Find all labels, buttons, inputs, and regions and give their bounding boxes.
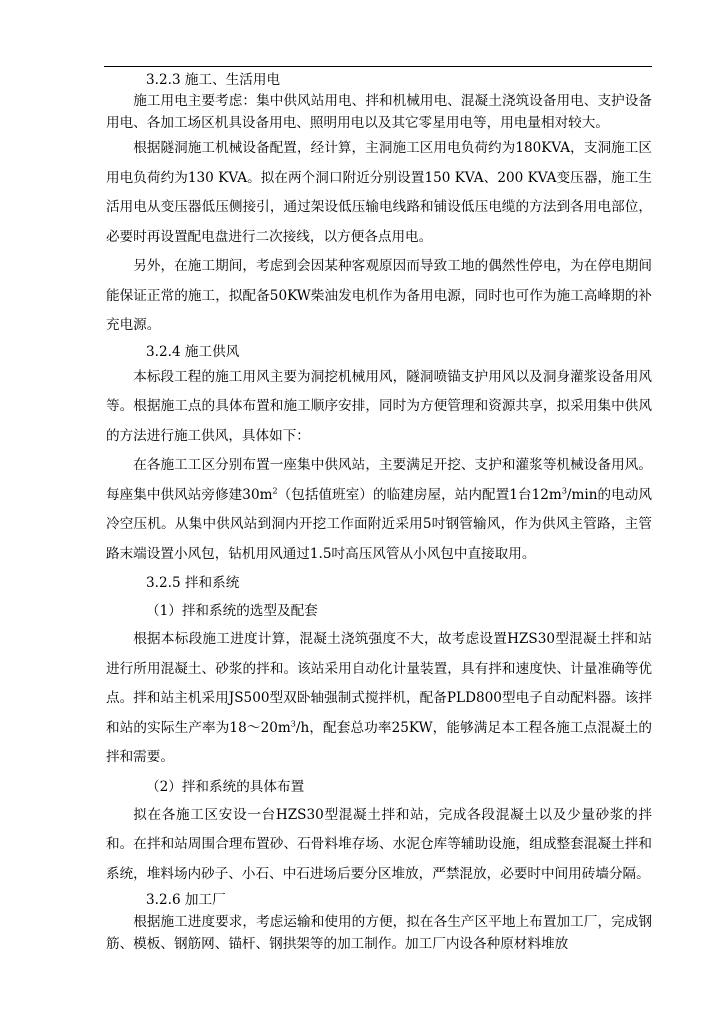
text-run: 在各施工工区分别布置一座集中供风站，主要满足开挖、支护和灌浆等机械设备用风。每座集中供风站旁修建30m bbox=[106, 457, 652, 503]
paragraph: 根据施工进度要求，考虑运输和使用的方便，拟在各生产区平地上布置加工厂，完成钢筋、模板、钢筋网、锚杆、钢拱架等的加工制作。加工厂内设各种原材料堆放 bbox=[106, 914, 652, 952]
paragraph bbox=[106, 625, 652, 773]
text-run: 根据本标段施工进度计算，混凝土浇筑强度不大，故考虑设置HZS30型混凝土拌和站进行所用混凝土、砂浆的拌和。该站采用自动化计量装置，具有拌和速度快、计量准确等优点。拌和站主机采用JS500型双卧轴强制式搅拌机，配备PLD800型电子自动配料器。该拌和站的实际生产率为18～20m bbox=[106, 631, 652, 736]
text-run: /h，配套总功率25KW，能够满足本工程各施工点混凝土的拌和需要。 bbox=[106, 719, 652, 765]
paragraph: 拟在各施工区安设一台HZS30型混凝土拌和站，完成各段混凝土以及少量砂浆的拌和。在拌和站周围合理布置砂、石骨料堆存场、水泥仓库等辅助设施，组成整套混凝土拌和系统，堆料场内砂子、小石、中石进场后要分区堆放，严禁混放，必要时中间用砖墙分隔。 bbox=[106, 806, 652, 882]
superscript: 3 bbox=[290, 718, 296, 728]
section-heading-3-2-3: 3.2.3 施工、生活用电 bbox=[146, 72, 281, 88]
paragraph: 施工用电主要考虑：集中供风站用电、拌和机械用电、混凝土浇筑设备用电、支护设备用电、各加工场区机具设备用电、照明用电以及其它零星用电等，用电量相对较大。 bbox=[106, 93, 652, 131]
paragraph: 另外，在施工期间，考虑到会因某种客观原因而导致工地的偶然性停电，为在停电期间能保证正常的施工，拟配备50KW柴油发电机作为备用电源，同时也可作为施工高峰期的补充电源。 bbox=[106, 258, 652, 333]
superscript: 3 bbox=[561, 485, 567, 495]
section-heading-3-2-5: 3.2.5 拌和系统 bbox=[146, 575, 240, 591]
paragraph: 本标段工程的施工用风主要为洞挖机械用风，隧洞喷锚支护用风以及洞身灌浆设备用风等。根据施工点的具体布置和施工顺序安排，同时为方便管理和资源共享，拟采用集中供风的方法进行施工供风，具体如下： bbox=[106, 368, 652, 444]
subsection-heading: （1）拌和系统的选型及配套 bbox=[146, 603, 318, 619]
superscript: 2 bbox=[272, 485, 278, 495]
text-run: （包括值班室）的临建房屋，站内配置1台12m bbox=[277, 486, 562, 503]
subsection-heading: （2）拌和系统的具体布置 bbox=[146, 778, 305, 795]
section-heading-3-2-4: 3.2.4 施工供风 bbox=[146, 343, 240, 360]
text-run: /min的电动风冷空压机。从集中供风站到洞内开挖工作面附近采用5吋钢管输风，作为供风主管路，主管路末端设置小风包，钻机用风通过1.5吋高压风管从小风包中直接取用。 bbox=[106, 486, 652, 562]
section-heading-3-2-6: 3.2.6 加工厂 bbox=[146, 892, 226, 908]
document-body bbox=[106, 70, 652, 955]
header-rule bbox=[104, 66, 652, 67]
paragraph: 根据隧洞施工机械设备配置，经计算，主洞施工区用电负荷约为180KVA，支洞施工区用电负荷约为130 KVA。拟在两个洞口附近分别设置150 KVA、200 KVA变压器，施工生活用电从变压器低压侧接引，通过架设低压输电线路和铺设低压电缆的方法到各用电部位，必要时再设置配电盘进行二次接线，以方便各点用电。 bbox=[106, 140, 652, 245]
paragraph bbox=[106, 451, 652, 569]
